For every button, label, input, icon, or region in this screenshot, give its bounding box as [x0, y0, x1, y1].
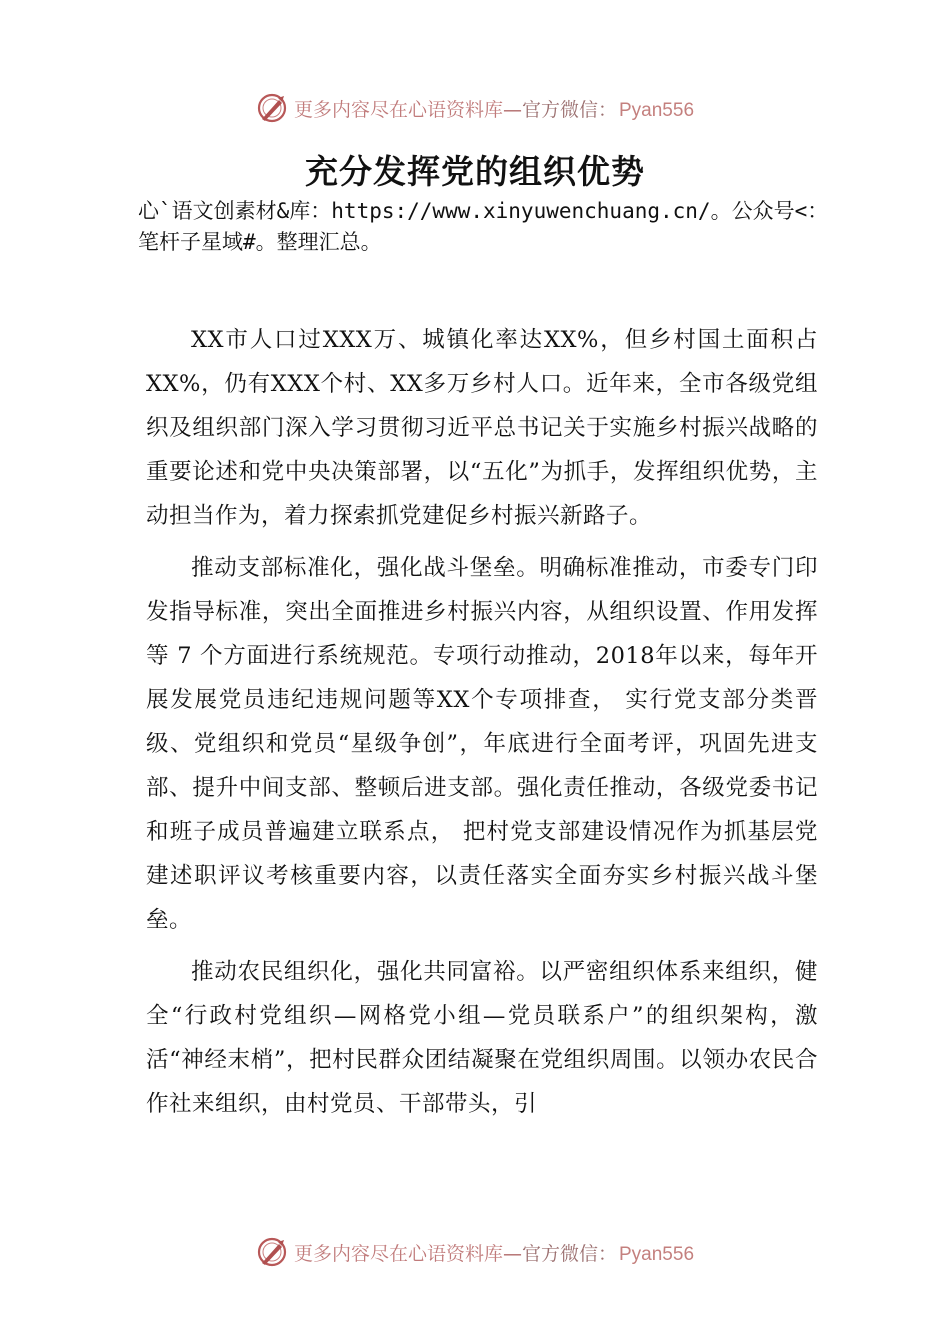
source-line: 心`语文创素材&库：https://www.xinyuwenchuang.cn/。公众号<：笔杆子星域#。整理汇总。: [138, 199, 829, 254]
document-body: [146, 318, 818, 1134]
banner-wechat-id: Pyan556: [619, 1243, 695, 1265]
quill-seal-icon: [256, 1236, 288, 1268]
banner-separator: —: [502, 98, 522, 121]
document-title: 充分发挥党的组织优势: [305, 152, 645, 191]
banner-text: 更多内容尽在心语资料库: [293, 98, 503, 121]
body-paragraph: 推动支部标准化，强化战斗堡垒。明确标准推动，市委专门印发指导标准，突出全面推进乡村振兴内容，从组织设置、作用发挥等 7 个方面进行系统规范。专项行动推动，2018年以来，每年开展发展党员违纪违规问题等XX个专项排查， 实行党支部分类晋级、党组织和党员“星级争创”，年底进行全面考评，巩固先进支部、提升中间支部、整顿后进支部。强化责任推动，各级党委书记和班子成员普遍建立联系点， 把村党支部建设情况作为抓基层党建述职评议考核重要内容，以责任落实全面夯实乡村振兴战斗堡垒。: [146, 555, 818, 933]
body-paragraph: XX市人口过XXX万、城镇化率达XX%，但乡村国土面积占XX%，仍有XXX个村、XX多万乡村人口。近年来，全市各级党组织及组织部门深入学习贯彻习近平总书记关于实施乡村振兴战略的重要论述和党中央决策部署，以“五化”为抓手，发挥组织优势，主动担当作为，着力探索抓党建促乡村振兴新路子。: [146, 327, 818, 529]
body-paragraph: 推动农民组织化，强化共同富裕。以严密组织体系来组织，健全“行政村党组织—网格党小组—党员联系户”的组织架构，激活“神经末梢”，把村民群众团结凝聚在党组织周围。以领办农民合作社来组织，由村党员、干部带头，引: [146, 959, 818, 1117]
banner-wechat-label: 官方微信：: [521, 98, 617, 121]
quill-seal-icon: [256, 92, 288, 124]
banner-separator: —: [502, 1242, 522, 1265]
banner-wechat-label: 官方微信：: [521, 1242, 617, 1265]
header-banner: [0, 88, 950, 128]
banner-wechat-id: Pyan556: [619, 99, 695, 121]
banner-text: 更多内容尽在心语资料库: [293, 1242, 503, 1265]
footer-banner: [0, 1232, 950, 1272]
